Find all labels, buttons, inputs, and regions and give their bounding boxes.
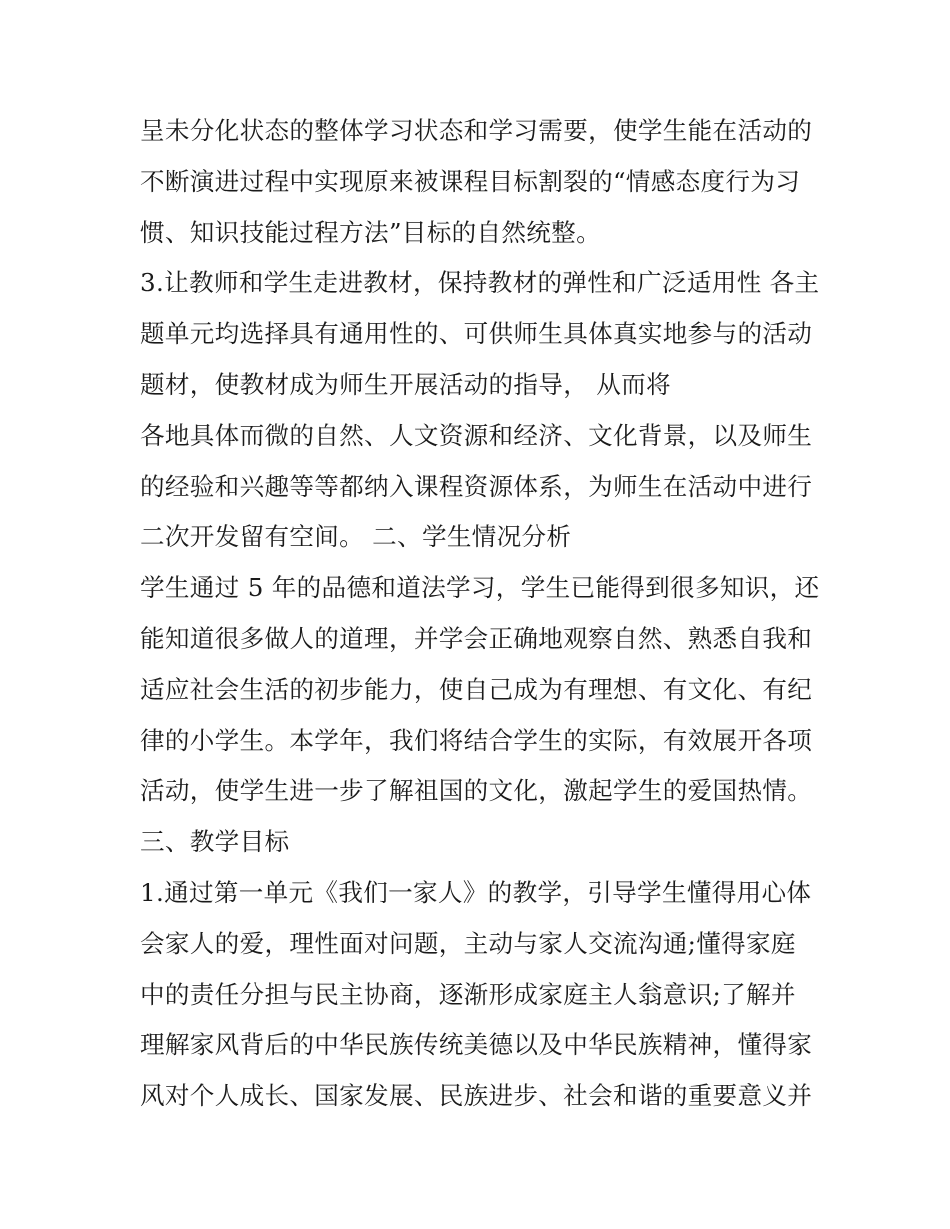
text-line: 风对个人成长、国家发展、民族进步、社会和谐的重要意义并 [140, 1081, 813, 1111]
document-body [140, 106, 820, 1122]
text-line: 惯、知识技能过程方法”目标的自然统整。 [140, 217, 601, 247]
text-line: 的经验和兴趣等等都纳入课程资源体系，为师生在活动中进行 [140, 471, 813, 501]
text-line: 不断演进过程中实现原来被课程目标割裂的“情感态度行为习 [140, 166, 801, 196]
text-line: 1.通过第一单元《我们一家人》的教学，引导学生懂得用心体 [140, 877, 812, 907]
text-line: 3.让教师和学生走进教材，保持教材的弹性和广泛适用性 各主 [140, 268, 820, 298]
text-line: 中的责任分担与民主协商，逐渐形成家庭主人翁意识;了解并 [140, 979, 796, 1009]
text-line: 能知道很多做人的道理，并学会正确地观察自然、熟悉自我和 [140, 623, 813, 653]
text-line: 题材，使教材成为师生开展活动的指导， 从而将 [140, 369, 671, 399]
text-line: 呈未分化状态的整体学习状态和学习需要，使学生能在活动的 [140, 116, 813, 145]
text-line: 律的小学生。本学年，我们将结合学生的实际，有效展开各项 [140, 725, 813, 755]
text-line: 会家人的爱，理性面对问题，主动与家人交流沟通;懂得家庭 [140, 928, 796, 958]
text-line: 二次开发留有空间。 二、学生情况分析 [140, 522, 572, 552]
text-line: 理解家风背后的中华民族传统美德以及中华民族精神，懂得家 [140, 1030, 813, 1060]
text-line: 学生通过 5 年的品德和道法学习，学生已能得到很多知识，还 [140, 573, 820, 603]
text-line: 各地具体而微的自然、人文资源和经济、文化背景，以及师生 [140, 420, 813, 450]
section-heading: 三、教学目标 [140, 827, 290, 857]
text-line: 适应社会生活的初步能力，使自己成为有理想、有文化、有纪 [140, 674, 813, 704]
text-line: 活动，使学生进一步了解祖国的文化，激起学生的爱国热情。 [140, 776, 813, 806]
text-line: 题单元均选择具有通用性的、可供师生具体真实地参与的活动 [140, 319, 813, 349]
